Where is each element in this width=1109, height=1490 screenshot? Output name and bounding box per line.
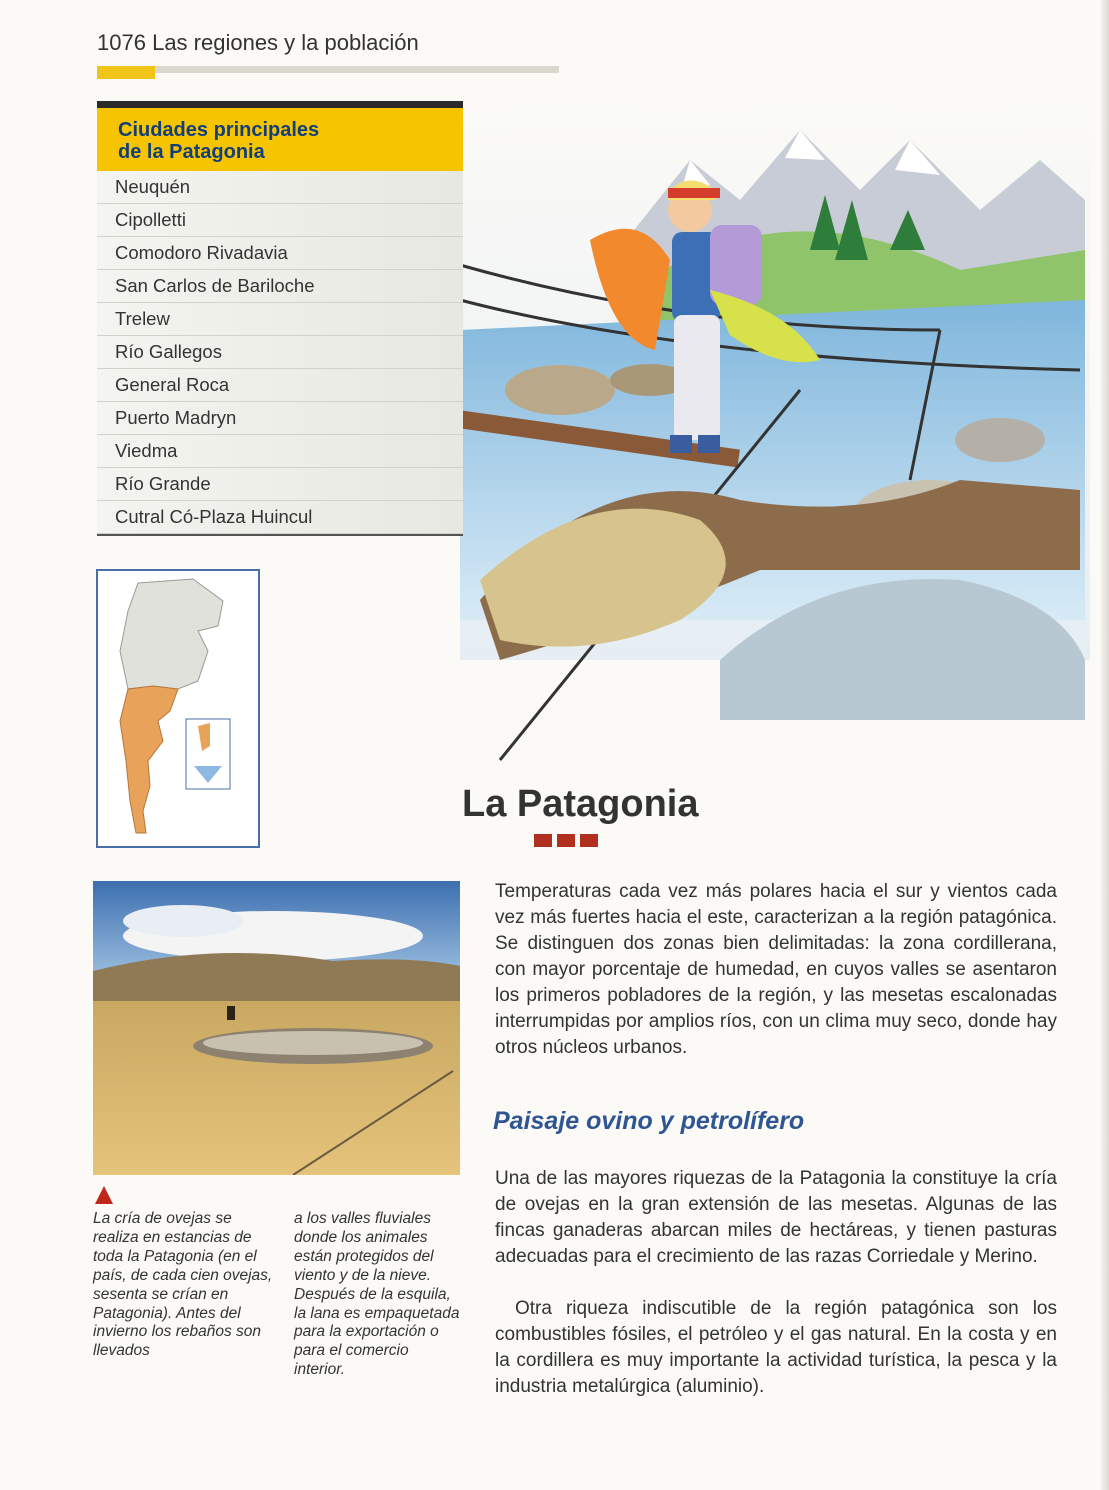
main-cities-box [97,101,463,536]
city-item: Trelew [97,303,463,336]
page-number: 1076 [97,30,146,55]
title-square [534,834,552,847]
city-item: General Roca [97,369,463,402]
patagonia-region [120,686,178,833]
city-item: Cutral Có-Plaza Huincul [97,501,463,534]
city-item: Puerto Madryn [97,402,463,435]
locator-map [96,569,260,848]
cities-list [97,171,463,534]
body-paragraph-1: Una de las mayores riquezas de la Patagonia la constituye la cría de ovejas en la gran extensión de las mesetas. Algunas de las fincas ganaderas abarcan miles de hectáreas, y tienen pasturas adecuadas para el crecimiento de las razas Corriedale y Merino. [495,1168,1057,1267]
header-accent [97,66,155,79]
caption-marker-icon [95,1186,113,1204]
section-name: Las regiones y la población [152,30,419,55]
header-rule [97,66,559,73]
photo-caption-col2: a los valles fluviales donde los animales están protegidos del viento y de la nieve. Después de la esquila, la lana es empaquetada para la exportación o para el comercio interior. [294,1210,460,1379]
intro-paragraph: Temperaturas cada vez más polares hacia el sur y vientos cada vez más fuertes hacia el este, caracterizan a la región patagónica. Se distinguen dos zonas bien delimitadas: la zona cordillerana, con mayor porcentaje de humedad, en cuyos valles se asentaron los primeros pobladores de la región, y las mesetas escalonadas interrumpidas por amplios ríos, con un clima muy seco, donde hay otros núcleos urbanos. [495,881,1057,1058]
cities-title-line2: de la Patagonia [118,141,265,163]
city-item: Cipolletti [97,204,463,237]
argentina-north-region [120,579,223,689]
section-title: La Patagonia [462,783,699,825]
title-decoration [534,834,598,847]
city-item: Viedma [97,435,463,468]
cities-title [97,108,463,171]
hiker-bridge-illustration [440,100,1090,800]
title-square [580,834,598,847]
title-square [557,834,575,847]
sheep-photo [93,881,460,1175]
city-item: Comodoro Rivadavia [97,237,463,270]
running-head [97,30,419,56]
city-item: Neuquén [97,171,463,204]
cities-title-line1: Ciudades principales [118,119,320,141]
city-item: Río Grande [97,468,463,501]
city-item: San Carlos de Bariloche [97,270,463,303]
cities-top-rule [97,101,463,108]
subheading: Paisaje ovino y petrolífero [493,1107,805,1135]
cities-bottom-rule [97,534,463,536]
page-edge [1101,0,1109,1490]
body-paragraph-2: Otra riqueza indiscutible de la región patagónica son los combustibles fósiles, el petróleo y el gas natural. En la costa y en la cordillera es muy importante la actividad turística, la pesca y la industria metalúrgica (aluminio). [495,1298,1057,1397]
city-item: Río Gallegos [97,336,463,369]
photo-caption-col1: La cría de ovejas se realiza en estancias de toda la Patagonia (en el país, de cada cien ovejas, sesenta se crían en Patagonia). Antes del invierno los rebaños son llevados [93,1210,273,1360]
